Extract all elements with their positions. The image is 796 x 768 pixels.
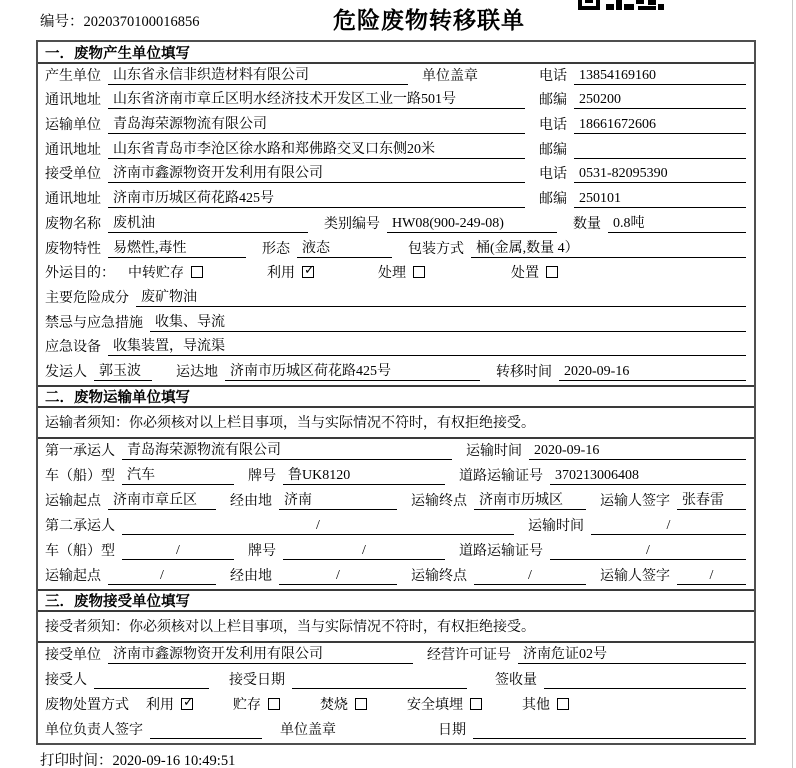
destination-label: 运达地	[176, 364, 218, 380]
waste-qty-label: 数量	[573, 216, 601, 232]
purpose-option-recycle-label: 利用	[267, 266, 295, 282]
disposal-option-recycle	[146, 694, 193, 714]
unit-seal-label: 单位盖章	[280, 722, 336, 738]
first-carrier-sign-value: 张春雷	[677, 489, 746, 510]
purpose-option-dispose-label: 处置	[511, 266, 539, 282]
disposal-option-incinerate	[320, 694, 367, 714]
treat-checkbox	[413, 266, 425, 278]
first-carrier-value: 青岛海荣源物流有限公司	[122, 439, 452, 460]
producer-label: 产生单位	[45, 68, 101, 84]
transporter-value: 青岛海荣源物流有限公司	[108, 113, 525, 134]
transporter-zip-value	[574, 158, 746, 159]
receive-person-value	[94, 688, 209, 689]
first-carrier-label: 第一承运人	[45, 443, 115, 459]
received-qty-value	[544, 688, 746, 689]
row-taboo-measures	[38, 311, 754, 336]
second-plate-value: /	[283, 543, 445, 560]
receive-unit-label: 接受单位	[45, 647, 101, 663]
transporter-address-label: 通讯地址	[45, 142, 101, 158]
waste-name-label: 废物名称	[45, 216, 101, 232]
taboo-measures-label: 禁忌与应急措施	[45, 315, 143, 331]
second-carrier-time-value: /	[591, 518, 746, 535]
responsible-signature-value	[150, 738, 262, 739]
receiver-zip-label: 邮编	[539, 192, 567, 208]
transfer-time-label: 转移时间	[496, 364, 552, 380]
responsible-signature-label: 单位负责人签字	[45, 722, 143, 738]
receive-date-value	[292, 688, 467, 689]
print-time	[40, 749, 235, 768]
disposal-storage-checkbox	[268, 698, 280, 710]
second-permit-label: 道路运输证号	[459, 543, 543, 559]
row-first-route	[38, 489, 754, 514]
first-carrier-time-label: 运输时间	[466, 443, 522, 459]
sign-date-label: 日期	[438, 722, 466, 738]
waste-code-label: 类别编号	[324, 216, 380, 232]
row-receive-unit	[38, 643, 754, 668]
purpose-option-dispose	[511, 262, 558, 282]
producer-phone-value: 13854169160	[574, 68, 746, 85]
purpose-option-recycle	[267, 262, 314, 282]
disposal-recycle-checkbox	[181, 698, 193, 710]
disposal-option-landfill	[407, 694, 482, 714]
first-permit-label: 道路运输证号	[459, 468, 543, 484]
shipper-value: 郭玉波	[94, 360, 152, 381]
second-route-via-value: /	[279, 568, 397, 585]
disposal-option-storage-label: 贮存	[233, 697, 261, 713]
second-route-end-value: /	[474, 568, 586, 585]
receiver-phone-label: 电话	[539, 167, 567, 183]
recycle-checkbox	[302, 266, 314, 278]
second-carrier-value: /	[122, 518, 514, 535]
disposal-option-incinerate-label: 焚烧	[320, 697, 348, 713]
first-route-end-value: 济南市历城区	[474, 489, 586, 510]
row-second-carrier	[38, 514, 754, 539]
disposal-other-checkbox	[557, 698, 569, 710]
page-edge-divider	[792, 0, 793, 768]
row-emergency-equipment	[38, 336, 754, 361]
row-waste-property	[38, 237, 754, 262]
row-shipper	[38, 360, 754, 385]
first-plate-label: 牌号	[248, 468, 276, 484]
row-waste-name	[38, 212, 754, 237]
document-number-label: 编号：	[40, 14, 84, 30]
producer-seal-label: 单位盖章	[422, 68, 478, 84]
receive-date-label: 接受日期	[229, 672, 285, 688]
second-carrier-time-label: 运输时间	[528, 518, 584, 534]
received-qty-label: 签收量	[495, 672, 537, 688]
first-permit-value: 370213006408	[550, 468, 746, 485]
row-receive-person	[38, 668, 754, 693]
hazard-component-value: 废矿物油	[136, 286, 746, 307]
producer-address-label: 通讯地址	[45, 93, 101, 109]
section1-header: 一．废物产生单位填写	[38, 42, 754, 64]
shipper-label: 发运人	[45, 364, 87, 380]
row-transporter	[38, 113, 754, 138]
row-second-route	[38, 564, 754, 589]
waste-pack-label: 包装方式	[408, 241, 464, 257]
waste-pack-value: 桶(金属,数量 4）	[471, 237, 746, 258]
page-title: 危险废物转移联单	[333, 8, 525, 33]
first-route-end-label: 运输终点	[411, 493, 467, 509]
row-first-vehicle	[38, 464, 754, 489]
receiver-address-value: 济南市历城区荷花路425号	[108, 187, 525, 208]
license-label: 经营许可证号	[427, 647, 511, 663]
disposal-option-storage	[233, 694, 280, 714]
transporter-zip-label: 邮编	[539, 142, 567, 158]
row-producer-address	[38, 89, 754, 114]
sign-date-value	[473, 738, 746, 739]
transporter-label: 运输单位	[45, 118, 101, 134]
row-receiver	[38, 163, 754, 188]
purpose-label: 外运目的：	[45, 266, 115, 282]
waste-form-label: 形态	[262, 241, 290, 257]
waste-property-label: 废物特性	[45, 241, 101, 257]
emergency-equipment-value: 收集装置，导流渠	[108, 335, 746, 356]
second-carrier-label: 第二承运人	[45, 518, 115, 534]
taboo-measures-value: 收集、导流	[150, 311, 746, 332]
second-route-start-value: /	[108, 568, 216, 585]
waste-qty-value: 0.8吨	[608, 212, 746, 233]
waste-form-value: 液态	[297, 237, 392, 258]
qr-code-fragment-icon	[578, 0, 664, 10]
producer-zip-label: 邮编	[539, 93, 567, 109]
receiver-zip-value: 250101	[574, 191, 746, 208]
print-time-label: 打印时间：	[40, 753, 113, 768]
first-plate-value: 鲁UK8120	[283, 464, 445, 485]
transfer-storage-checkbox	[191, 266, 203, 278]
hazard-component-label: 主要危险成分	[45, 290, 129, 306]
section3-notice: 接受者须知：你必须核对以上栏目事项，当与实际情况不符时，有权拒绝接受。	[38, 612, 754, 643]
transporter-address-value: 山东省青岛市李沧区徐水路和郑佛路交叉口东侧20米	[108, 138, 525, 159]
second-vehicle-type-label: 车（船）型	[45, 543, 115, 559]
disposal-option-landfill-label: 安全填埋	[407, 697, 463, 713]
purpose-option-transfer-storage	[128, 262, 203, 282]
first-carrier-sign-label: 运输人签字	[600, 493, 670, 509]
row-second-vehicle	[38, 539, 754, 564]
row-hazard-component	[38, 286, 754, 311]
producer-zip-value: 250200	[574, 92, 746, 109]
receive-person-label: 接受人	[45, 672, 87, 688]
emergency-equipment-label: 应急设备	[45, 340, 101, 356]
second-permit-value: /	[550, 543, 746, 560]
producer-address-value: 山东省济南市章丘区明水经济技术开发区工业一路501号	[108, 88, 525, 109]
waste-code-value: HW08(900-249-08)	[387, 216, 557, 233]
receiver-value: 济南市鑫源物资开发利用有限公司	[108, 162, 525, 183]
receiver-phone-value: 0531-82095390	[574, 166, 746, 183]
second-route-end-label: 运输终点	[411, 568, 467, 584]
first-vehicle-type-value: 汽车	[122, 464, 234, 485]
waste-property-value: 易燃性,毒性	[108, 237, 246, 258]
row-purpose	[38, 262, 754, 287]
disposal-option-recycle-label: 利用	[146, 697, 174, 713]
purpose-option-transfer-storage-label: 中转贮存	[128, 266, 184, 282]
row-transporter-address	[38, 138, 754, 163]
first-route-start-value: 济南市章丘区	[108, 489, 216, 510]
first-route-via-value: 济南	[279, 489, 397, 510]
receiver-address-label: 通讯地址	[45, 192, 101, 208]
row-responsible-signature	[38, 718, 754, 743]
transporter-phone-label: 电话	[539, 118, 567, 134]
document-number-value: 2020370100016856	[83, 14, 200, 30]
dispose-checkbox	[546, 266, 558, 278]
second-route-start-label: 运输起点	[45, 568, 101, 584]
manifest-form	[36, 40, 756, 745]
first-route-via-label: 经由地	[230, 493, 272, 509]
transporter-phone-value: 18661672606	[574, 117, 746, 134]
purpose-option-treat-label: 处理	[378, 266, 406, 282]
row-disposal-method	[38, 693, 754, 718]
receive-unit-value: 济南市鑫源物资开发利用有限公司	[108, 643, 413, 664]
license-value: 济南危证02号	[518, 643, 746, 664]
second-carrier-sign-value: /	[677, 568, 746, 585]
disposal-option-other	[522, 694, 569, 714]
section2-notice: 运输者须知：你必须核对以上栏目事项，当与实际情况不符时，有权拒绝接受。	[38, 408, 754, 439]
row-producer	[38, 64, 754, 89]
transfer-time-value: 2020-09-16	[559, 364, 746, 381]
second-plate-label: 牌号	[248, 543, 276, 559]
row-first-carrier	[38, 439, 754, 464]
destination-value: 济南市历城区荷花路425号	[225, 360, 480, 381]
disposal-incinerate-checkbox	[355, 698, 367, 710]
section3-header: 三．废物接受单位填写	[38, 589, 754, 612]
purpose-option-treat	[378, 262, 425, 282]
disposal-option-other-label: 其他	[522, 697, 550, 713]
print-time-value: 2020-09-16 10:49:51	[112, 753, 236, 768]
producer-phone-label: 电话	[539, 68, 567, 84]
document-number	[40, 10, 200, 31]
first-carrier-time-value: 2020-09-16	[529, 443, 746, 460]
row-receiver-address	[38, 187, 754, 212]
section2-header: 二．废物运输单位填写	[38, 385, 754, 408]
producer-value: 山东省永信非织造材料有限公司	[108, 64, 408, 85]
second-vehicle-type-value: /	[122, 543, 234, 560]
disposal-method-label: 废物处置方式	[45, 697, 129, 713]
waste-name-value: 废机油	[108, 212, 308, 233]
receiver-label: 接受单位	[45, 167, 101, 183]
second-carrier-sign-label: 运输人签字	[600, 568, 670, 584]
second-route-via-label: 经由地	[230, 568, 272, 584]
first-vehicle-type-label: 车（船）型	[45, 468, 115, 484]
first-route-start-label: 运输起点	[45, 493, 101, 509]
disposal-landfill-checkbox	[470, 698, 482, 710]
